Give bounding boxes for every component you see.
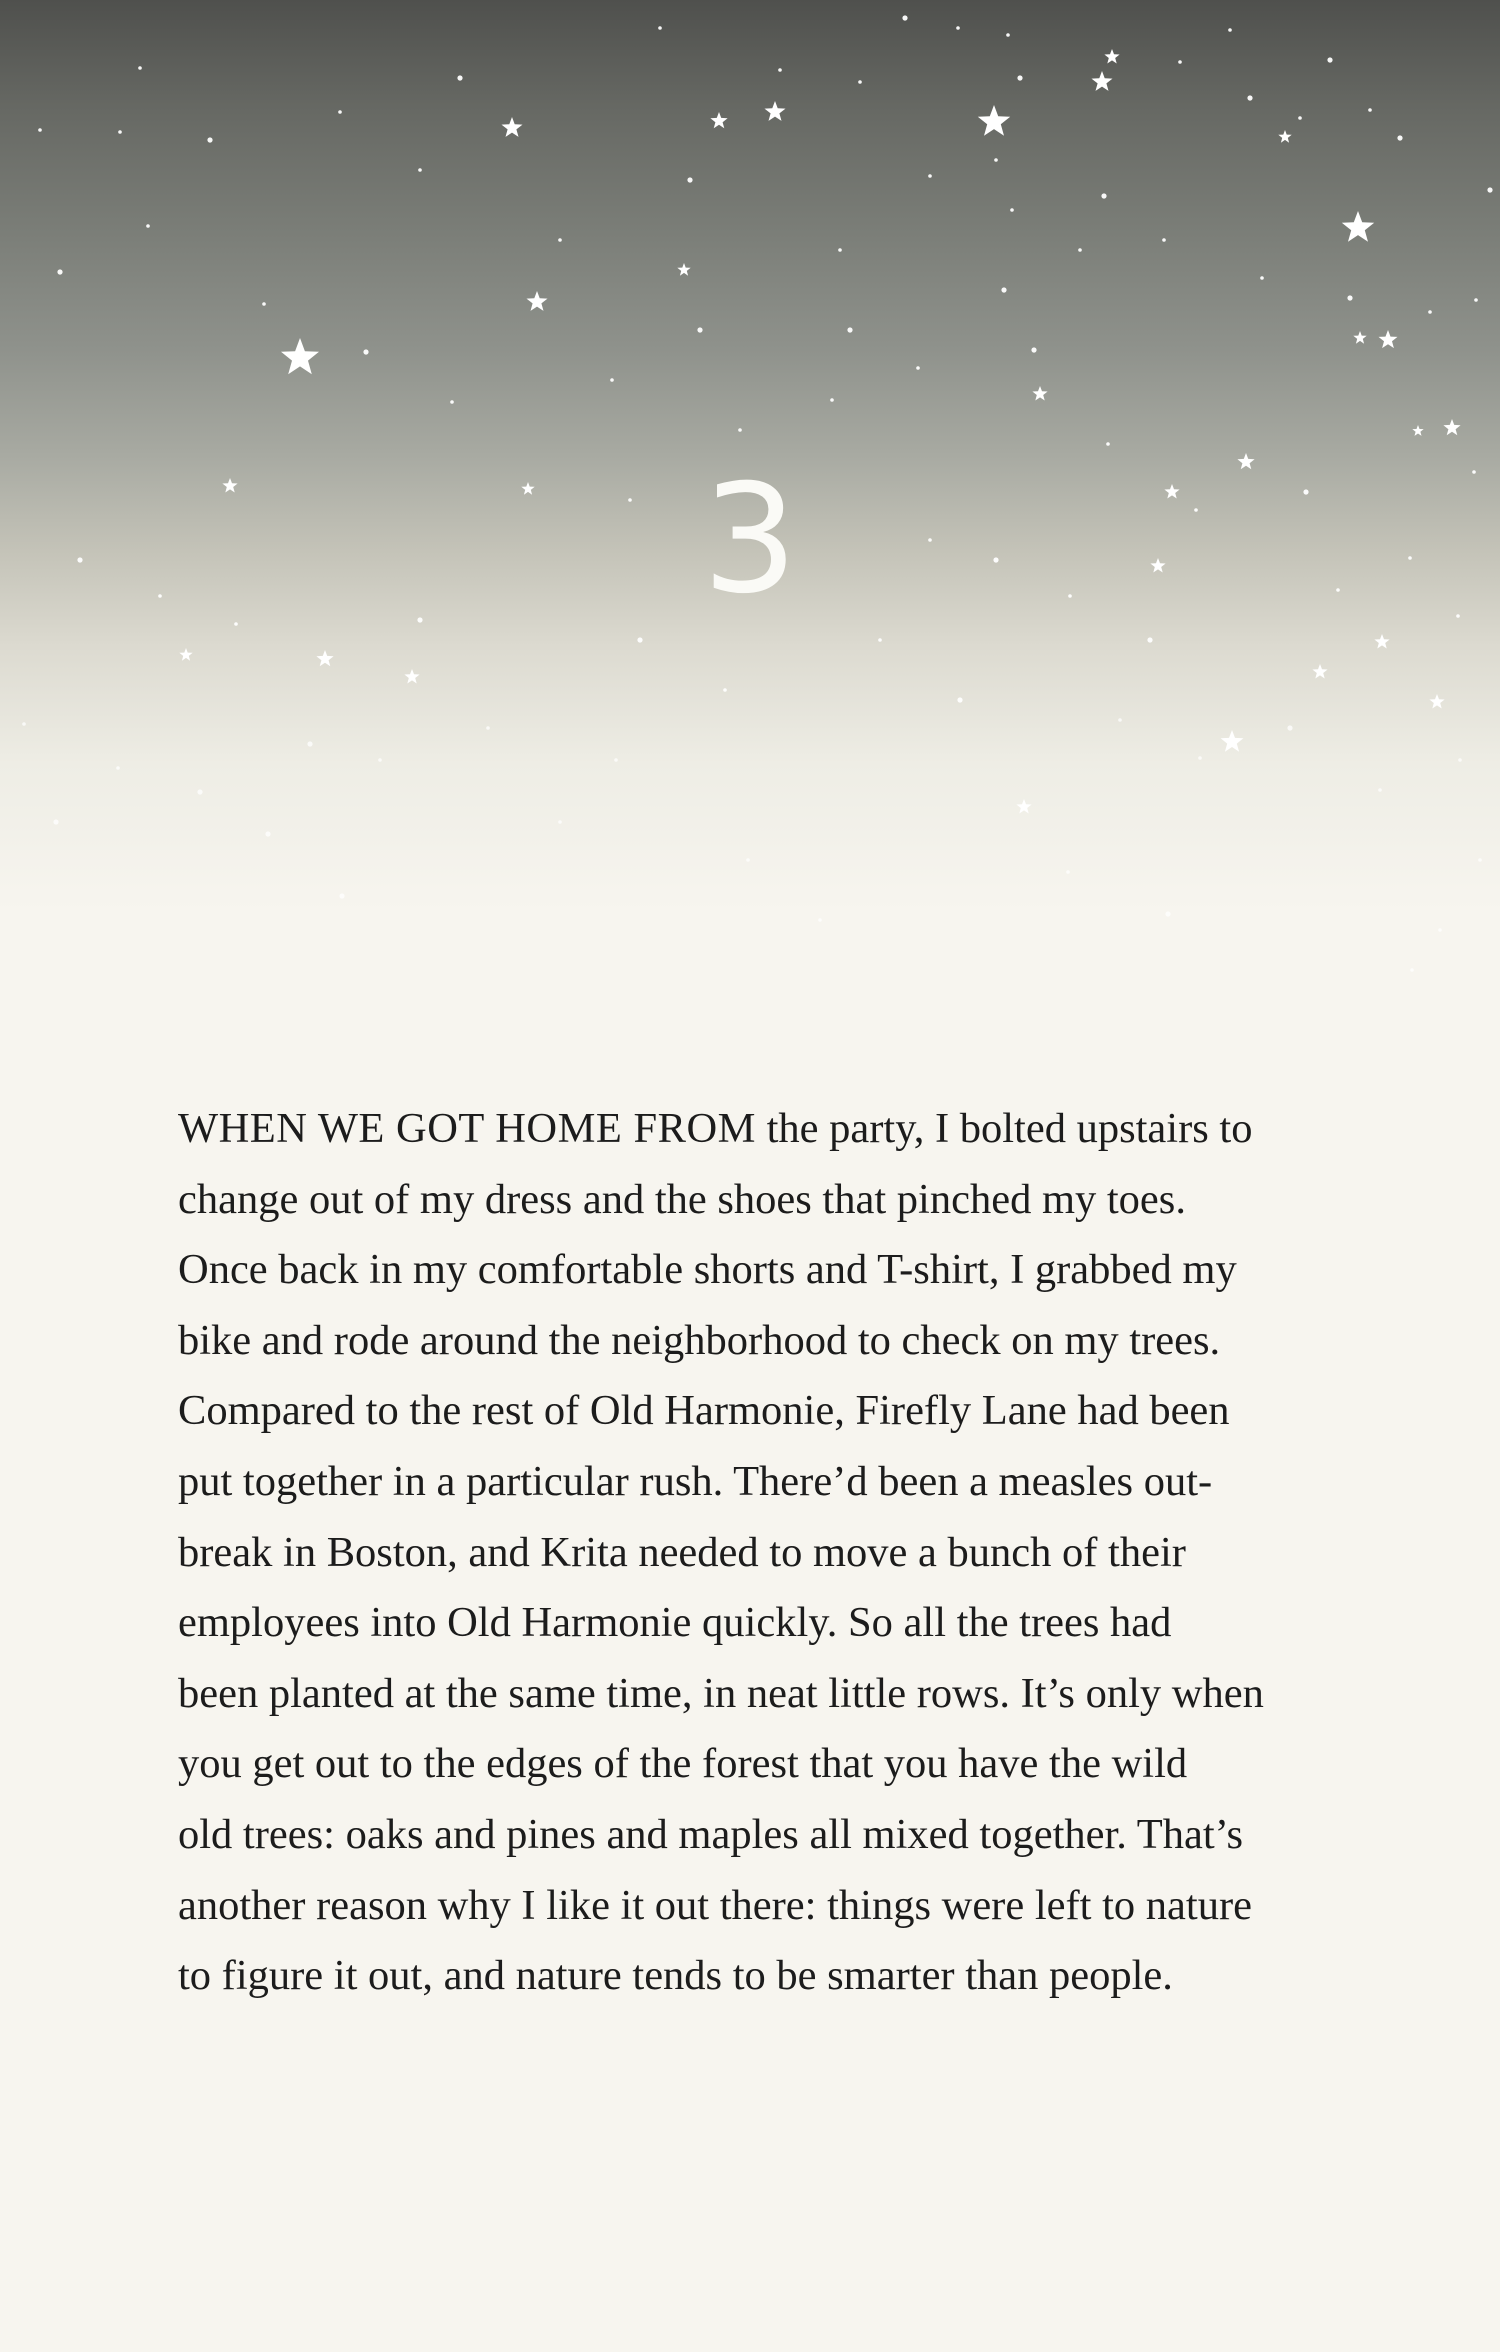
text-line: bike and rode around the neighborhood to check on my trees. [178,1316,1221,1364]
night-sky-header [0,0,1500,1060]
star-dot-icon [957,697,962,702]
text-line: break in Boston, and Krita needed to move a bunch of their [178,1528,1186,1576]
text-line: Once back in my comfortable shorts and T-shirt, I grabbed my [178,1246,1237,1294]
star-dot-icon [1165,911,1170,916]
star-icon [1342,211,1374,242]
star-dot-icon [307,741,312,746]
text-line: Compared to the rest of Old Harmonie, Firefly Lane had been [178,1387,1230,1435]
star-dot-icon [1458,758,1462,762]
star-dot-icon [1474,298,1478,302]
star-dot-icon [207,137,212,142]
star-dot-icon [1162,238,1166,242]
opening-small-caps: WHEN WE GOT HOME FROM [178,1105,756,1152]
star-dot-icon [1101,193,1106,198]
star-dot-icon [746,858,750,862]
star-icon [1412,425,1423,436]
star-dot-icon [847,327,852,332]
star-dot-icon [1378,788,1382,792]
star-dot-icon [486,726,490,730]
star-dot-icon [1260,276,1264,280]
star-dot-icon [1198,756,1202,760]
chapter-body [178,1094,1378,2012]
star-dot-icon [1487,187,1492,192]
star-dot-icon [1006,33,1010,37]
star-dot-icon [558,820,562,824]
star-dot-icon [1397,135,1402,140]
star-dot-icon [614,758,618,762]
star-dot-icon [610,378,614,382]
star-dot-icon [878,638,882,642]
star-dot-icon [830,398,834,402]
star-dot-icon [22,722,26,726]
star-dot-icon [1001,287,1006,292]
star-dot-icon [1147,637,1152,642]
star-dot-icon [418,168,422,172]
star-icon [502,117,523,137]
star-dot-icon [1078,248,1082,252]
star-dot-icon [902,15,907,20]
star-dot-icon [916,366,920,370]
star-dot-icon [265,831,270,836]
star-dot-icon [1247,95,1252,100]
star-icon [281,338,319,374]
text-line: employees into Old Harmonie quickly. So all the trees had [178,1599,1172,1647]
text-line: another reason why I like it out there: things were left to nature [178,1881,1252,1929]
star-icon [1443,419,1460,435]
star-dot-icon [818,918,822,922]
chapter-number: 3 [702,453,798,627]
star-icon [1379,330,1398,348]
star-dot-icon [116,766,120,770]
star-dot-icon [637,637,642,642]
star-dot-icon [956,26,960,30]
star-icon [527,291,548,311]
star-icon [1092,71,1113,91]
star-dot-icon [1106,442,1110,446]
star-dot-icon [146,224,150,228]
text-line: old trees: oaks and pines and maples all mixed together. That’s [178,1810,1244,1858]
star-dot-icon [1478,858,1482,862]
text-line [178,1094,1378,1165]
star-dot-icon [1368,108,1372,112]
star-dot-icon [38,128,42,132]
star-dot-icon [1287,725,1292,730]
star-dot-icon [1010,208,1014,212]
star-dot-icon [738,428,742,432]
star-icon [1374,634,1389,649]
star-dot-icon [57,269,62,274]
star-dot-icon [457,75,462,80]
star-dot-icon [1298,116,1302,120]
text-line: change out of my dress and the shoes that pinched my toes. [178,1175,1186,1223]
star-dot-icon [1178,60,1182,64]
star-dot-icon [262,302,266,306]
star-dot-icon [450,400,454,404]
star-icon [1312,664,1327,679]
star-icon [1221,730,1244,752]
star-icon [765,101,786,121]
star-dot-icon [838,248,842,252]
star-dot-icon [778,68,782,72]
star-dot-icon [197,789,202,794]
star-icon [179,648,192,661]
star-dot-icon [697,327,702,332]
star-dot-icon [1347,295,1352,300]
star-dot-icon [1031,347,1036,352]
star-dot-icon [994,158,998,162]
star-icon [677,263,690,276]
star-dot-icon [378,758,382,762]
text-line-rest: the party, I bolted upstairs to [755,1105,1253,1152]
star-dot-icon [1066,870,1070,874]
star-dot-icon [53,819,58,824]
star-dot-icon [928,174,932,178]
star-icon [710,112,727,128]
star-icon [316,650,333,666]
star-dot-icon [1428,310,1432,314]
star-dot-icon [723,688,727,692]
text-line: been planted at the same time, in neat little rows. It’s only when [178,1669,1264,1717]
text-line: to figure it out, and nature tends to be smarter than people. [178,1952,1173,2000]
star-icon [978,105,1010,136]
star-icon [1278,130,1291,143]
star-dot-icon [1228,28,1232,32]
star-icon [1353,331,1366,344]
star-dot-icon [687,177,692,182]
star-dot-icon [858,80,862,84]
star-icon [1429,694,1444,709]
star-dot-icon [1327,57,1332,62]
star-icon [1032,386,1047,401]
star-icon [1016,799,1031,814]
star-dot-icon [338,110,342,114]
star-icon [1104,49,1119,64]
star-dot-icon [138,66,142,70]
star-dot-icon [1438,928,1442,932]
star-dot-icon [558,238,562,242]
star-icon [404,669,419,684]
star-dot-icon [1118,718,1122,722]
star-dot-icon [658,26,662,30]
star-dot-icon [118,130,122,134]
star-dot-icon [1410,968,1414,972]
star-dot-icon [363,349,368,354]
star-dot-icon [1017,75,1022,80]
text-line: put together in a particular rush. There’d been a measles out- [178,1457,1213,1505]
text-line: you get out to the edges of the forest that you have the wild [178,1740,1188,1788]
star-dot-icon [339,893,344,898]
